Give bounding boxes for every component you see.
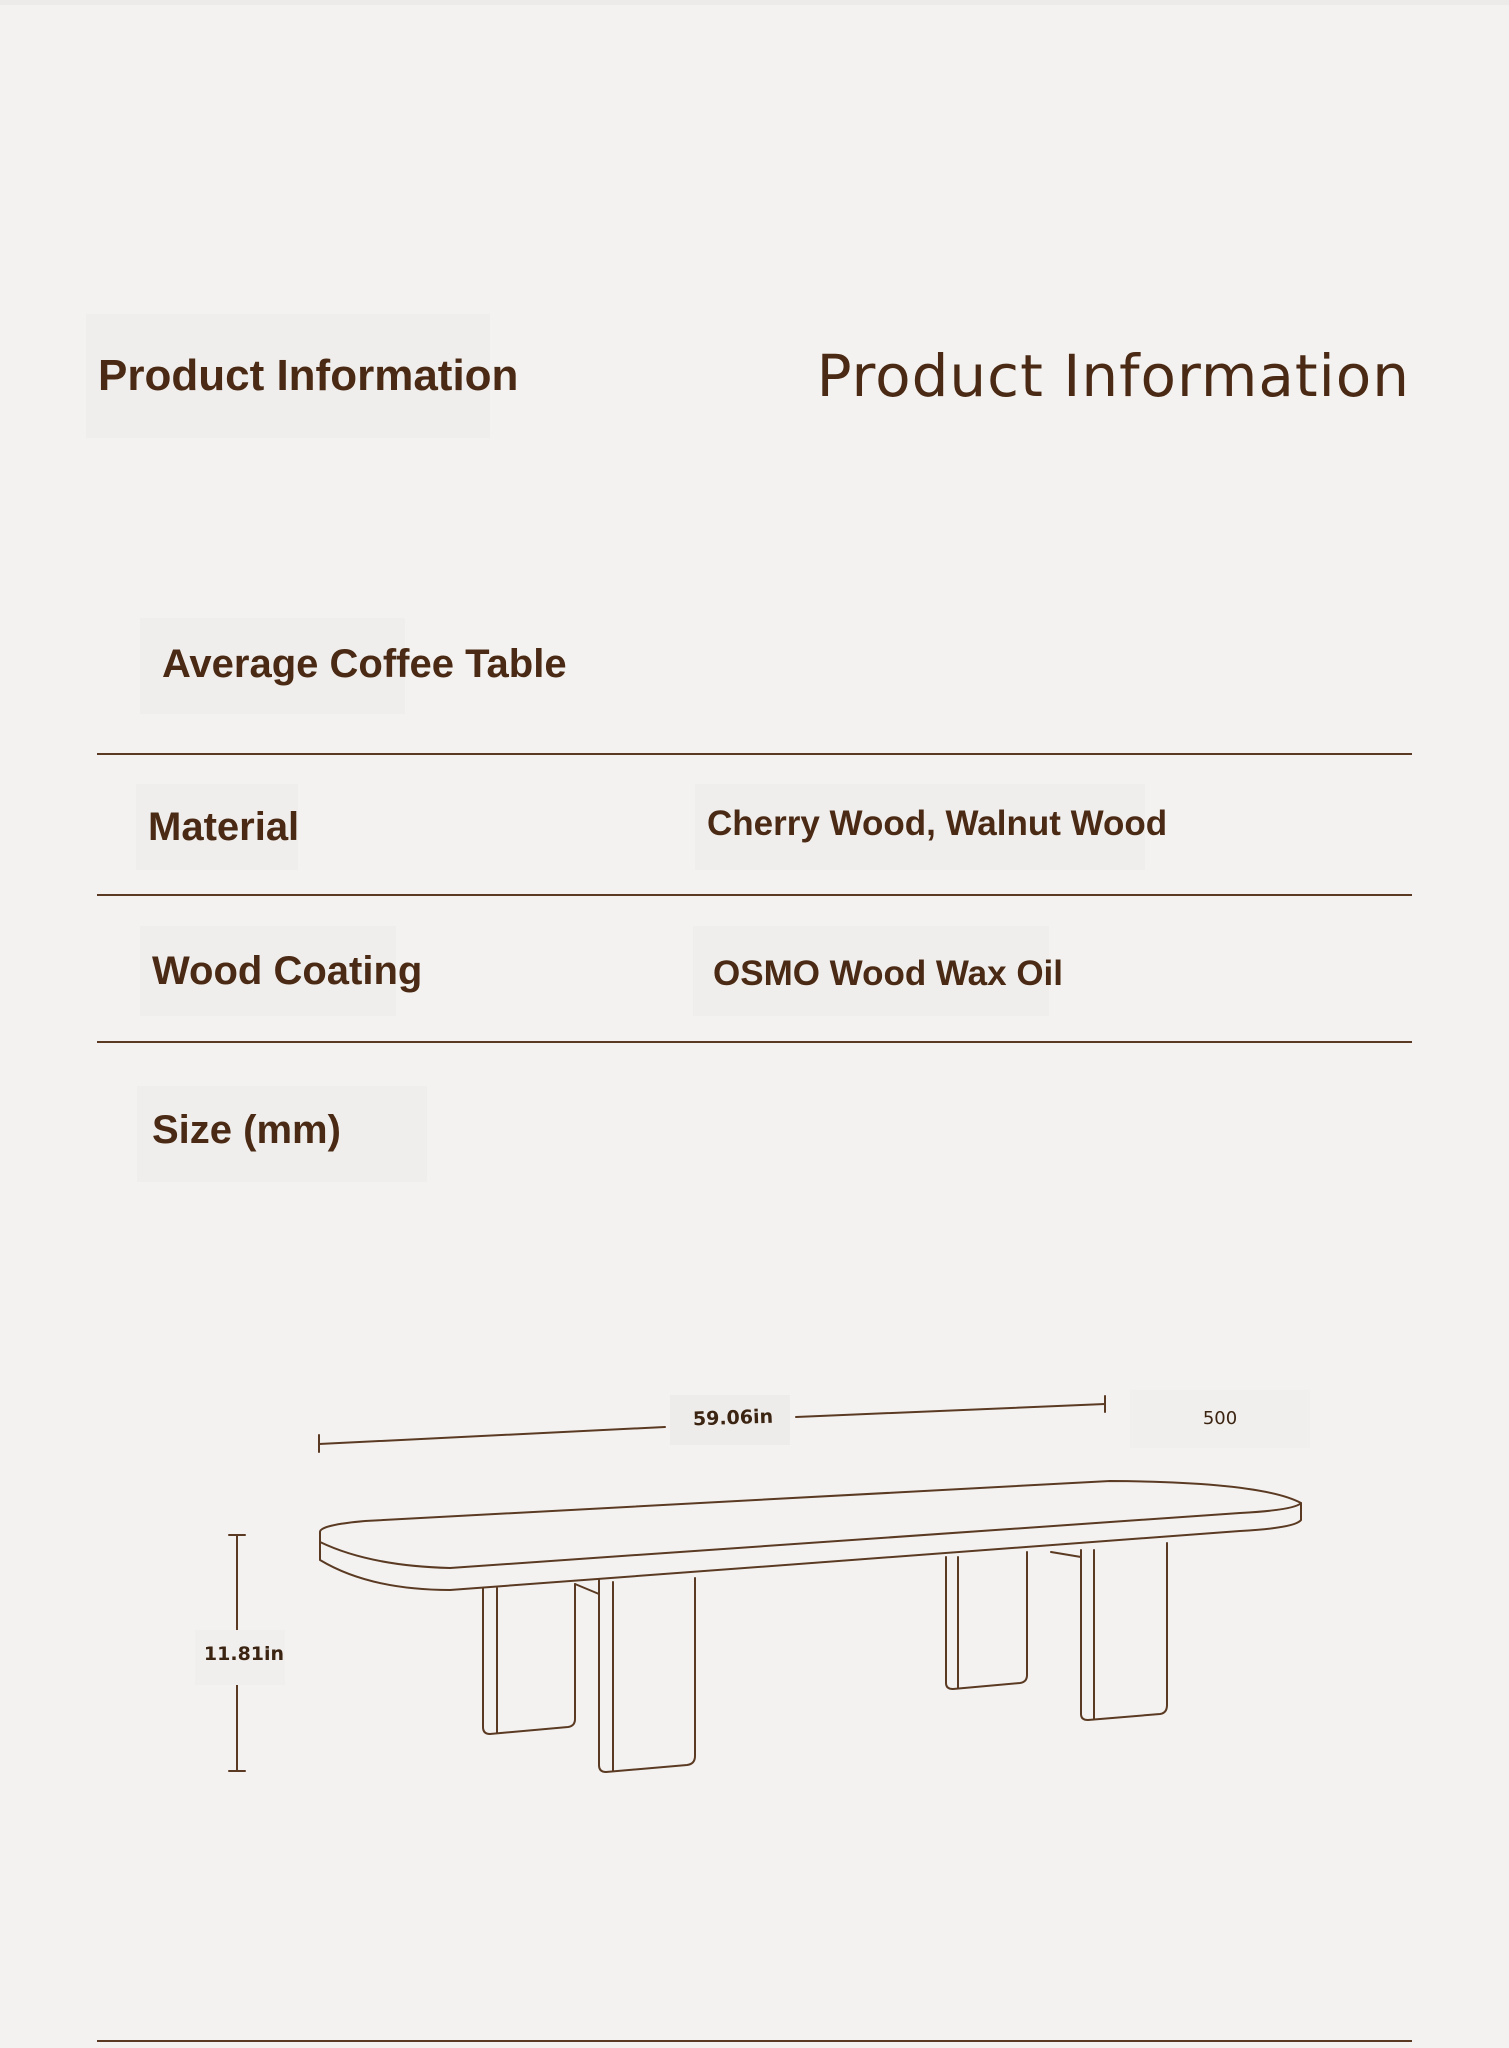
width-label: 500 <box>1202 1408 1238 1429</box>
table-leg-back-right <box>1051 1543 1167 1720</box>
section-title: Product Information <box>86 314 490 438</box>
table-leg-back-left <box>575 1578 695 1772</box>
wood-coating-label: Wood Coating <box>140 926 396 1016</box>
table-leg-front-right <box>946 1552 1027 1689</box>
wood-coating-value: OSMO Wood Wax Oil <box>693 926 1049 1016</box>
product-name: Average Coffee Table <box>140 618 405 714</box>
tabletop <box>320 1481 1301 1590</box>
height-label: 11.81in <box>203 1643 285 1665</box>
material-label: Material <box>136 784 298 870</box>
table-leg-front-left <box>483 1584 575 1734</box>
section-title-secondary: Product Information <box>816 342 1410 410</box>
size-label: Size (mm) <box>137 1086 427 1182</box>
length-label: 59.06in <box>692 1405 774 1431</box>
divider <box>97 2040 1412 2042</box>
material-value: Cherry Wood, Walnut Wood <box>695 784 1145 870</box>
